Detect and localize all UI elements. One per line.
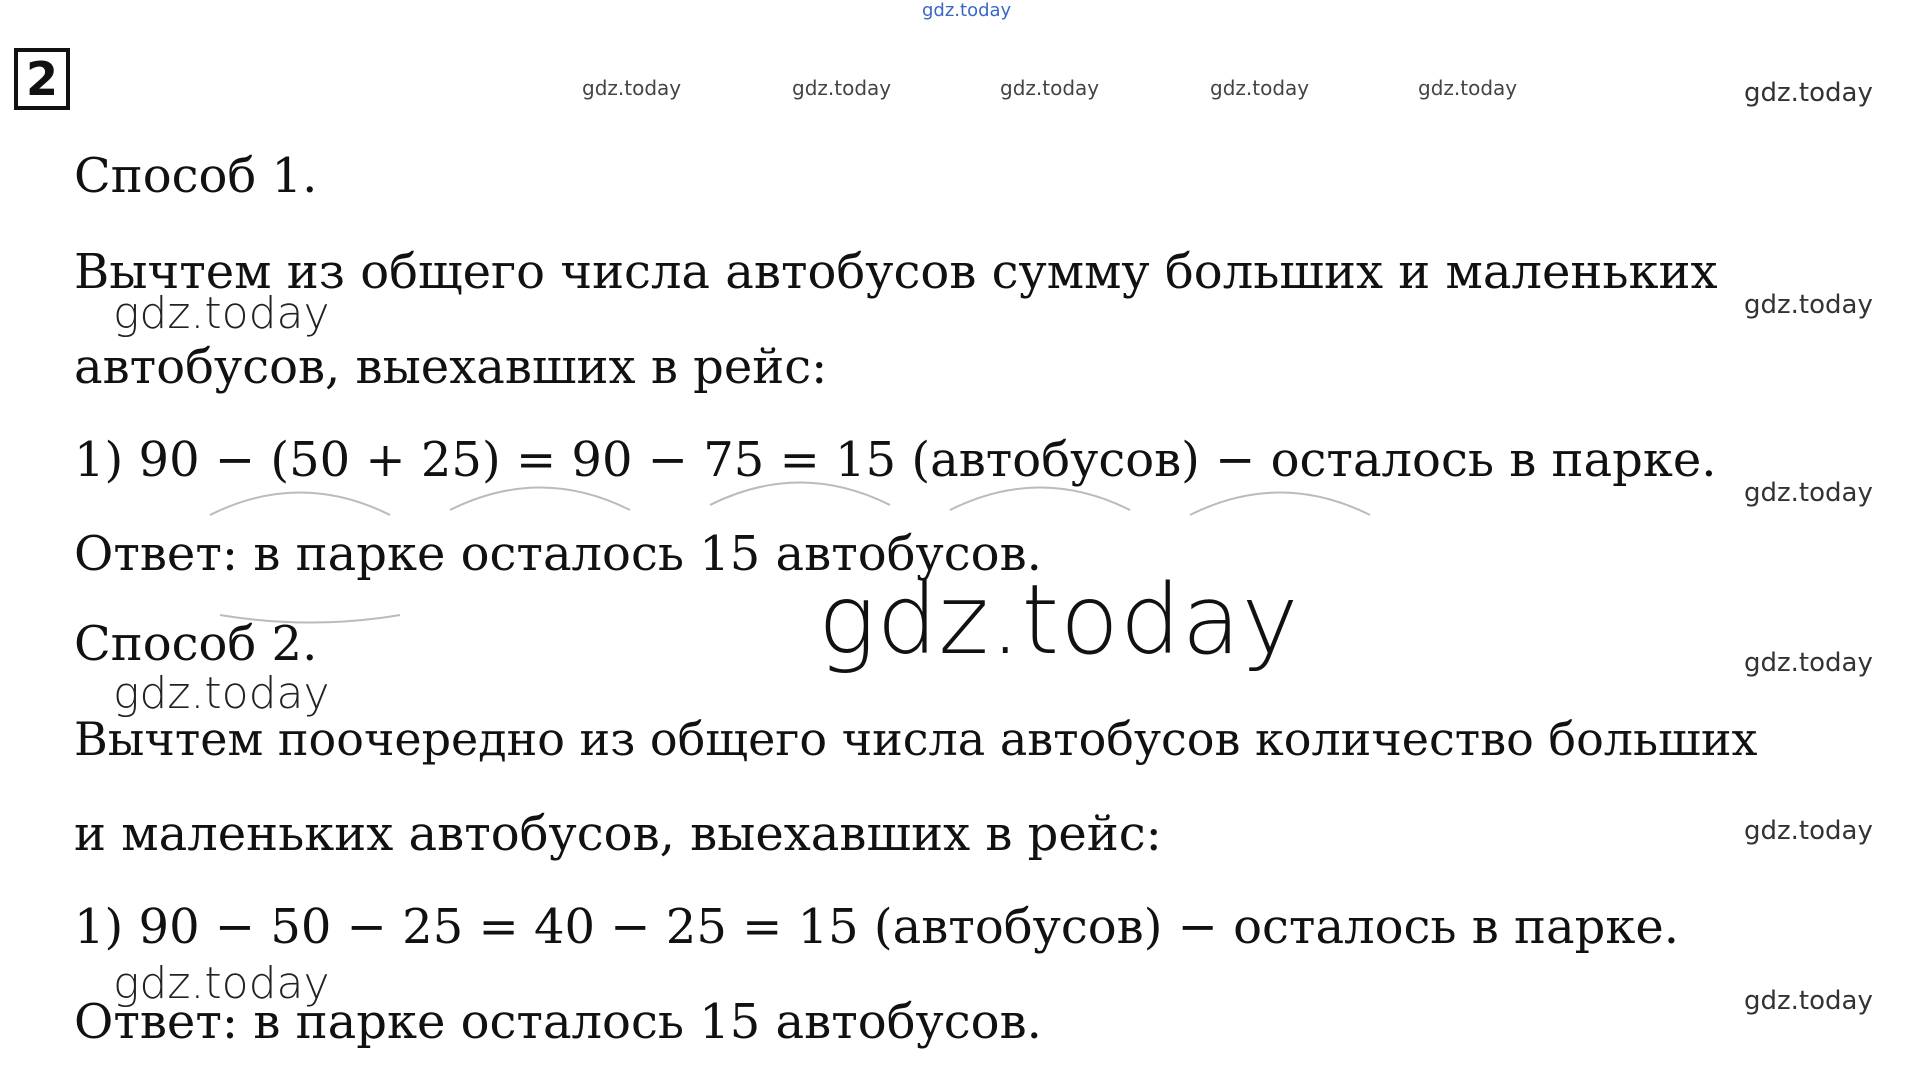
method1-text-line2: автобусов, выехавших в рейс: (74, 339, 828, 395)
method1-text-line1: Вычтем из общего числа автобусов сумму больших и маленьких (74, 244, 1718, 300)
method2-answer: Ответ: в парке осталось 15 автобусов. (74, 994, 1042, 1050)
watermark: gdz.today (113, 288, 330, 339)
watermark: gdz.today (1744, 290, 1873, 320)
method2-text-line1: Вычтем поочередно из общего числа автобусов количество больших (74, 712, 1758, 766)
watermark: gdz.today (1210, 76, 1310, 100)
method1-answer: Ответ: в парке осталось 15 автобусов. (74, 526, 1042, 582)
watermark-top: gdz.today (922, 0, 1012, 21)
watermark: gdz.today (792, 76, 892, 100)
method2-title: Способ 2. (74, 616, 318, 672)
problem-number-box: 2 (14, 48, 70, 110)
watermark: gdz.today (582, 76, 682, 100)
method1-title: Способ 1. (74, 148, 318, 204)
watermark: gdz.today (113, 668, 330, 719)
watermark: gdz.today (1744, 816, 1873, 846)
watermark: gdz.today (1744, 78, 1873, 108)
watermark: gdz.today (1744, 648, 1873, 678)
watermark: gdz.today (1744, 986, 1873, 1016)
method1-step1: 1) 90 − (50 + 25) = 90 − 75 = 15 (автобусов) − осталось в парке. (74, 432, 1717, 488)
watermark: gdz.today (1000, 76, 1100, 100)
watermark: gdz.today (1418, 76, 1518, 100)
method2-text-line2: и маленьких автобусов, выехавших в рейс: (74, 806, 1162, 862)
watermark: gdz.today (1744, 478, 1873, 508)
watermark-large: gdz.today (818, 564, 1300, 676)
watermark: gdz.today (113, 958, 330, 1009)
method2-step1: 1) 90 − 50 − 25 = 40 − 25 = 15 (автобусов) − осталось в парке. (74, 899, 1680, 955)
